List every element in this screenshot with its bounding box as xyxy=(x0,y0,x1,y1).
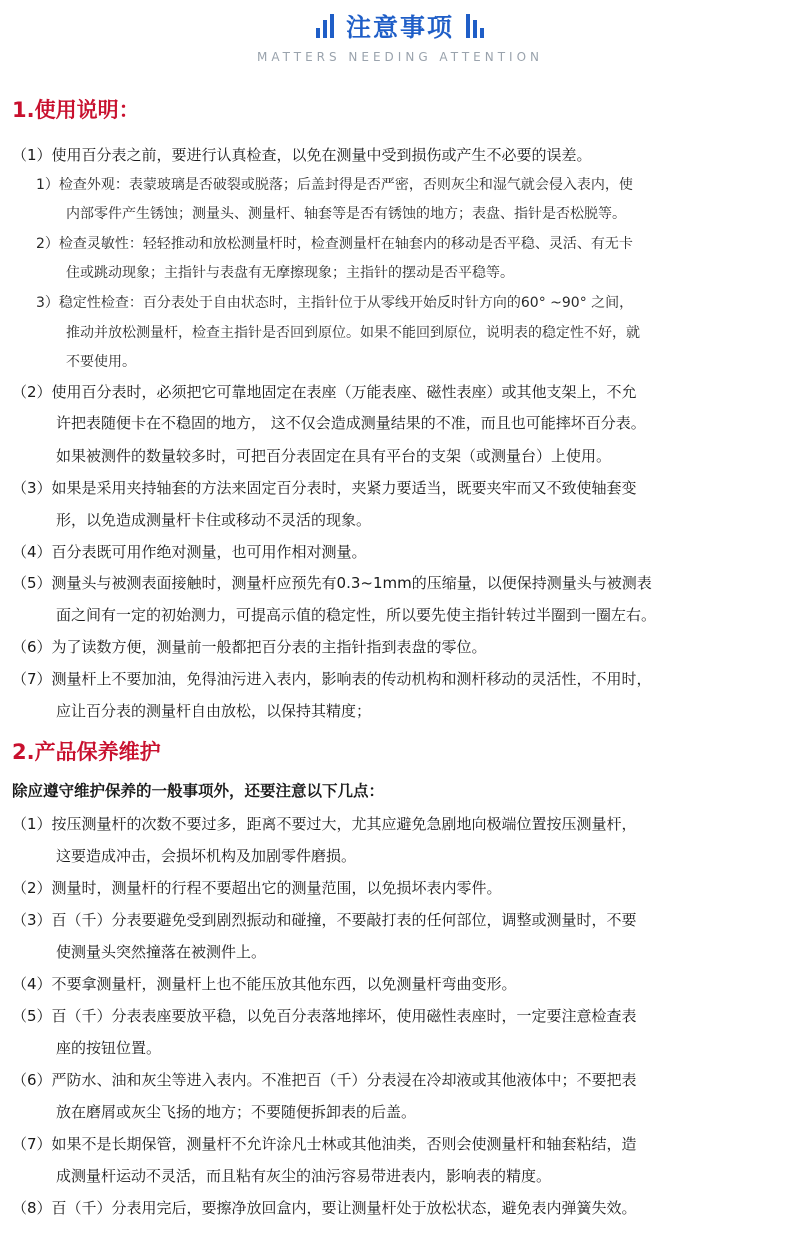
s1-item-5-cont: 面之间有一定的初始测力，可提高示值的稳定性，所以要先使主指针转过半圈到一圈左右。 xyxy=(56,606,657,624)
s1-subitem-2: 2）检查灵敏性：轻轻推动和放松测量杆时，检查测量杆在轴套内的移动是否平稳、灵活、有无卡 xyxy=(36,236,633,252)
s1-subitem-1: 1）检查外观：表蒙玻璃是否破裂或脱落；后盖封得是否严密，否则灰尘和湿气就会侵入表内，使 xyxy=(36,177,633,193)
s1-item-2-cont2: 如果被测件的数量较多时，可把百分表固定在具有平台的支架（或测量台）上使用。 xyxy=(56,447,612,465)
s1-item-6: （6）为了读数方便，测量前一般都把百分表的主指针指到表盘的零位。 xyxy=(12,638,487,656)
s1-subitem-3: 3）稳定性检查：百分表处于自由状态时，主指针位于从零线开始反时针方向的60° ~90° 之间， xyxy=(36,295,634,311)
s2-item-7-cont: 成测量杆运动不灵活，而且粘有灰尘的油污容易带进表内，影响表的精度。 xyxy=(56,1167,552,1185)
page-title: 注意事项 xyxy=(345,13,454,42)
s1-subitem-1-cont: 内部零件产生锈蚀；测量头、测量杆、轴套等是否有锈蚀的地方；表盘、指针是否松脱等。 xyxy=(66,206,626,222)
s2-item-2: （2）测量时，测量杆的行程不要超出它的测量范围，以免损坏表内零件。 xyxy=(12,879,502,897)
s1-subitem-2-cont: 住或跳动现象；主指针与表盘有无摩擦现象；主指针的摆动是否平稳等。 xyxy=(66,265,514,281)
s1-item-7-cont: 应让百分表的测量杆自由放松，以保持其精度； xyxy=(56,702,372,720)
s1-item-3: （3）如果是采用夹持轴套的方法来固定百分表时，夹紧力要适当，既要夹牢而又不致使轴套变 xyxy=(12,479,637,497)
s2-item-7: （7）如果不是长期保管，测量杆不允许涂凡士林或其他油类，否则会使测量杆和轴套粘结，造 xyxy=(12,1135,637,1153)
s2-item-3-cont: 使测量头突然撞落在被测件上。 xyxy=(56,943,267,961)
s2-item-6-cont: 放在磨屑或灰尘飞扬的地方；不要随便拆卸表的后盖。 xyxy=(56,1103,417,1121)
page-header xyxy=(0,0,800,80)
s2-item-8: （8）百（千）分表用完后，要擦净放回盒内，要让测量杆处于放松状态，避免表内弹簧失效。 xyxy=(12,1199,637,1217)
section2-heading: 2.产品保养维护 xyxy=(12,740,161,764)
page-subtitle: MATTERS NEEDING ATTENTION xyxy=(256,50,544,64)
s2-item-1-cont: 这要造成冲击，会损坏机构及加剧零件磨损。 xyxy=(56,847,357,865)
s1-item-2: （2）使用百分表时，必须把它可靠地固定在表座（万能表座、磁性表座）或其他支架上，不允 xyxy=(12,383,637,401)
bar-chart-icon-right xyxy=(466,14,484,38)
s2-item-5-cont: 座的按钮位置。 xyxy=(56,1039,162,1057)
s2-item-5: （5）百（千）分表表座要放平稳，以免百分表落地摔坏，使用磁性表座时，一定要注意检查表 xyxy=(12,1007,637,1025)
bar-chart-icon-left xyxy=(316,14,334,38)
s1-item-4: （4）百分表既可用作绝对测量，也可用作相对测量。 xyxy=(12,543,367,561)
s1-item-7: （7）测量杆上不要加油，免得油污进入表内，影响表的传动机构和测杆移动的灵活性，不用时， xyxy=(12,670,652,688)
s2-item-6: （6）严防水、油和灰尘等进入表内。不准把百（千）分表浸在冷却液或其他液体中；不要把表 xyxy=(12,1071,637,1089)
s1-item-2-cont: 许把表随便卡在不稳固的地方， 这不仅会造成测量结果的不准，而且也可能摔坏百分表。 xyxy=(56,414,646,432)
s1-item-3-cont: 形，以免造成测量杆卡住或移动不灵活的现象。 xyxy=(56,511,372,529)
title-row xyxy=(0,6,800,46)
s2-item-1: （1）按压测量杆的次数不要过多，距离不要过大，尤其应避免急剧地向极端位置按压测量杆， xyxy=(12,815,637,833)
section2-lead: 除应遵守维护保养的一般事项外，还要注意以下几点： xyxy=(12,782,385,800)
s2-item-4: （4）不要拿测量杆，测量杆上也不能压放其他东西，以免测量杆弯曲变形。 xyxy=(12,975,517,993)
section1-heading: 1.使用说明： xyxy=(12,98,140,122)
s1-item-5: （5）测量头与被测表面接触时，测量杆应预先有0.3~1mm的压缩量，以便保持测量头与被测表 xyxy=(12,574,652,592)
s1-subitem-3-cont: 推动并放松测量杆，检查主指针是否回到原位。如果不能回到原位，说明表的稳定性不好，就 xyxy=(66,325,640,341)
s1-subitem-3-cont2: 不要使用。 xyxy=(66,354,136,370)
s2-item-3: （3）百（千）分表要避免受到剧烈振动和碰撞，不要敲打表的任何部位，调整或测量时，不要 xyxy=(12,911,637,929)
s1-item-1: （1）使用百分表之前，要进行认真检查，以免在测量中受到损伤或产生不必要的误差。 xyxy=(12,146,592,164)
